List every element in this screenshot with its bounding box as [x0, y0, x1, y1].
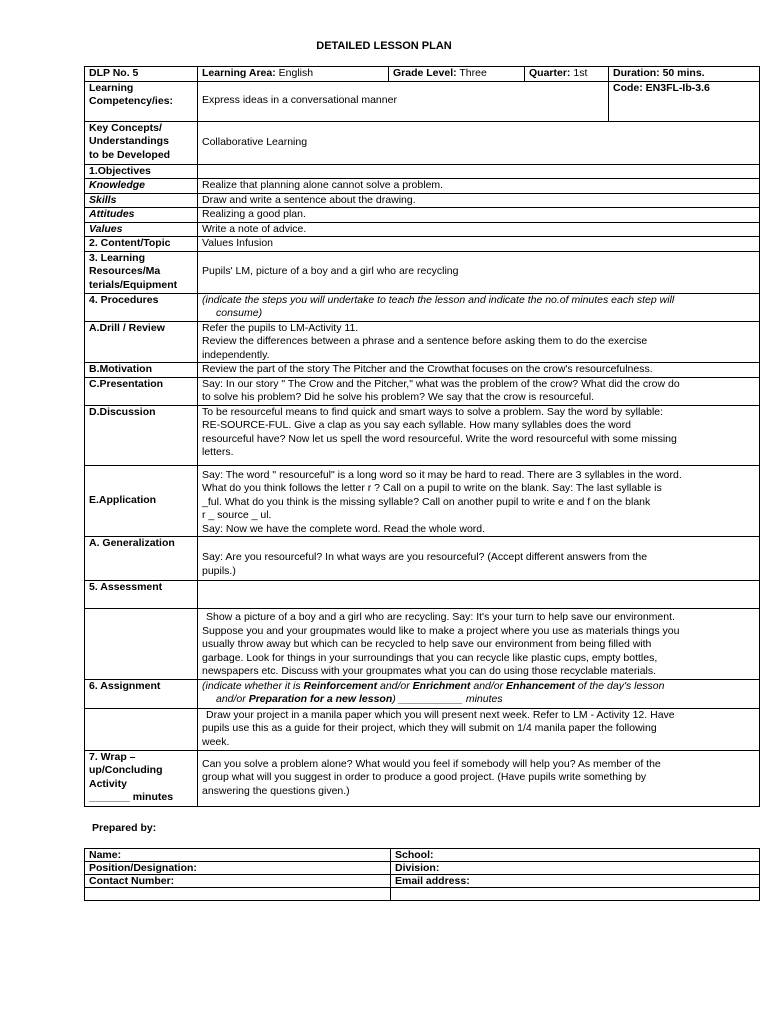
grade-level-label: Grade Level: [393, 67, 457, 79]
assignment-text: ) ___________ minutes [392, 693, 503, 705]
motivation-label: B.Motivation [85, 363, 198, 378]
presentation-line: to solve his problem? Did he solve his problem? We say that the crow is resourceful. [202, 391, 594, 403]
motivation-value: Review the part of the story The Pitcher and the Crowthat focuses on the crow's resourcefulness. [198, 363, 760, 378]
procedures-label: 4. Procedures [85, 293, 198, 321]
skills-row [85, 193, 760, 208]
competency-label-line: Competency/ies: [89, 95, 174, 107]
assessment-line: Show a picture of a boy and a girl who are recycling. Say: It's your turn to help save our environment. [206, 611, 675, 623]
resources-row [85, 251, 760, 293]
application-row [85, 465, 760, 537]
signature-row [85, 888, 760, 901]
assignment-line: Draw your project in a manila paper which you will present next week. Refer to LM - Activity 12. Have [206, 708, 675, 721]
assessment-spacer [198, 581, 760, 609]
assignment-enrichment: Enrichment [412, 679, 471, 692]
empty-field [391, 888, 760, 901]
competency-value: Express ideas in a conversational manner [198, 81, 609, 121]
signature-row [85, 862, 760, 875]
assignment-row [85, 679, 760, 708]
drill-line: Refer the pupils to LM-Activity 11. [202, 321, 359, 334]
discussion-line: resourceful have? Now let us spell the word resourceful. Write the word resourceful with some missing [202, 432, 677, 445]
discussion-line: RE-SOURCE-FUL. Give a clap as you say each syllable. How many syllables does the word [202, 419, 631, 431]
assessment-value [198, 609, 760, 680]
skills-value: Draw and write a sentence about the drawing. [198, 193, 760, 208]
generalization-line: pupils.) [202, 564, 236, 577]
discussion-row [85, 405, 760, 465]
signature-row [85, 875, 760, 888]
email-field: Email address: [391, 875, 760, 888]
procedures-row [85, 293, 760, 321]
learning-area-value: English [278, 67, 314, 79]
learning-area-cell [198, 67, 389, 82]
objectives-row [85, 164, 760, 179]
assignment-text: (indicate whether it is [202, 679, 304, 692]
competency-code: Code: EN3FL-Ib-3.6 [609, 81, 760, 121]
grade-level-cell [389, 67, 525, 82]
values-value: Write a note of advice. [198, 222, 760, 237]
resources-label-line: Resources/Ma [89, 265, 161, 277]
assignment-reinforcement: Reinforcement [303, 679, 378, 692]
assignment-value [198, 708, 760, 750]
knowledge-row [85, 179, 760, 194]
drill-label: A.Drill / Review [85, 321, 198, 363]
drill-row [85, 321, 760, 363]
wrap-up-row [85, 750, 760, 806]
division-field: Division: [391, 862, 760, 875]
content-row [85, 237, 760, 252]
assignment-text: of the day's lesson [574, 679, 665, 692]
application-line: What do you think follows the letter r ? Call on a pupil to write on the blank. Say: The last syllable is [202, 482, 662, 494]
skills-label: Skills [85, 193, 198, 208]
generalization-value [198, 537, 760, 581]
objectives-value [198, 164, 760, 179]
procedures-line: (indicate the steps you will undertake to teach the lesson and indicate the no.of minutes each step will [202, 293, 675, 306]
knowledge-value: Realize that planning alone cannot solve a problem. [198, 179, 760, 194]
assignment-instructions [198, 679, 760, 708]
resources-value: Pupils' LM, picture of a boy and a girl who are recycling [198, 251, 760, 293]
lesson-plan-table [84, 66, 760, 807]
procedures-line: consume) [216, 307, 263, 319]
attitudes-label: Attitudes [85, 208, 198, 223]
assessment-line: Suppose you and your groupmates would like to make a project where you use as materials things you [202, 624, 680, 637]
wrap-up-line: group what will you suggest in order to produce a good project. (Have pupils write something by [202, 771, 647, 784]
objectives-label: 1.Objectives [85, 164, 198, 179]
key-concepts-row [85, 121, 760, 164]
competency-label-line: Learning [89, 81, 134, 94]
values-label: Values [85, 222, 198, 237]
quarter-value: 1st [573, 67, 588, 79]
key-concepts-label-line: Understandings [89, 135, 169, 147]
presentation-line: Say: In our story " The Crow and the Pitcher," what was the problem of the crow? What did the crow do [202, 377, 680, 390]
document-title: DETAILED LESSON PLAN [316, 40, 452, 52]
assignment-line: week. [202, 735, 230, 748]
dlp-number: DLP No. 5 [85, 67, 198, 82]
assignment-text: and/or [216, 693, 249, 705]
assessment-row [85, 581, 760, 609]
presentation-label: C.Presentation [85, 377, 198, 405]
procedures-value [198, 293, 760, 321]
name-field: Name: [85, 849, 391, 862]
assessment-empty-cell [85, 609, 198, 680]
presentation-value [198, 377, 760, 405]
presentation-row [85, 377, 760, 405]
competency-label [85, 81, 198, 121]
assessment-label: 5. Assessment [85, 581, 198, 609]
discussion-line: letters. [202, 446, 234, 458]
generalization-label: A. Generalization [85, 537, 198, 581]
position-field: Position/Designation: [85, 862, 391, 875]
assignment-enhancement: Enhancement [506, 679, 575, 692]
discussion-label: D.Discussion [85, 405, 198, 465]
assignment-label: 6. Assignment [85, 679, 198, 708]
motivation-row [85, 363, 760, 378]
key-concepts-label-line: Key Concepts/ [89, 121, 162, 134]
empty-field [85, 888, 391, 901]
assessment-content-row [85, 609, 760, 680]
drill-line: Review the differences between a phrase and a sentence before asking them to do the exercise [202, 335, 648, 347]
header-row [85, 67, 760, 82]
key-concepts-label [85, 121, 198, 164]
resources-label [85, 251, 198, 293]
wrap-up-line: Can you solve a problem alone? What would you feel if somebody will help you? As member of the [202, 757, 661, 770]
key-concepts-value: Collaborative Learning [198, 121, 760, 164]
assignment-preparation: Preparation for a new lesson [248, 693, 393, 705]
assessment-line: garbage. Look for things in your surroundings that you can recycle like plastic cups, empty bottles, [202, 651, 658, 664]
wrap-up-label-line: 7. Wrap – [89, 750, 136, 763]
contact-field: Contact Number: [85, 875, 391, 888]
resources-label-line: terials/Equipment [89, 278, 178, 291]
discussion-line: To be resourceful means to find quick and smart ways to solve a problem. Say the word by syllable: [202, 405, 664, 418]
learning-area-label: Learning Area: [202, 67, 276, 79]
signature-row [85, 849, 760, 862]
content-label: 2. Content/Topic [85, 237, 198, 252]
application-value [198, 465, 760, 537]
knowledge-label: Knowledge [85, 179, 198, 194]
generalization-row [85, 537, 760, 581]
assessment-line: newspapers etc. Discuss with your groupmates what you can do using those recyclable materials. [202, 665, 657, 677]
wrap-up-label-line: Activity [89, 777, 127, 790]
wrap-up-label-line: up/Concluding [89, 764, 163, 776]
application-line: Say: The word " resourceful" is a long word so it may be hard to read. There are 3 syllables in the word. [202, 468, 682, 481]
application-line: r _ source _ ul. [202, 509, 272, 521]
resources-label-line: 3. Learning [89, 251, 146, 264]
content-value: Values Infusion [198, 237, 760, 252]
drill-line: independently. [202, 348, 270, 361]
grade-level-value: Three [459, 67, 487, 79]
assignment-line: pupils use this as a guide for their project, which they will submit on 1/4 manila paper the following [202, 722, 657, 734]
assignment-text: and/or [470, 679, 507, 692]
quarter-label: Quarter: [529, 67, 571, 79]
assignment-empty-cell [85, 708, 198, 750]
assignment-content-row [85, 708, 760, 750]
wrap-up-line: answering the questions given.) [202, 784, 350, 797]
values-row [85, 222, 760, 237]
application-label: E.Application [85, 465, 198, 537]
competency-row [85, 81, 760, 121]
drill-value [198, 321, 760, 363]
attitudes-value: Realizing a good plan. [198, 208, 760, 223]
assignment-text: and/or [377, 679, 413, 692]
attitudes-row [85, 208, 760, 223]
school-field: School: [391, 849, 760, 862]
wrap-up-label [85, 750, 198, 806]
signature-table [84, 848, 760, 901]
wrap-up-value [198, 750, 760, 806]
application-line: Say: Now we have the complete word. Read the whole word. [202, 522, 486, 535]
quarter-cell [525, 67, 609, 82]
wrap-up-label-line: _______ minutes [89, 791, 174, 803]
key-concepts-label-line: to be Developed [89, 148, 171, 161]
generalization-line: Say: Are you resourceful? In what ways are you resourceful? (Accept different answers from the [202, 551, 648, 563]
assessment-line: usually throw away but which can be recycled to help save our environment from being filled with [202, 638, 652, 650]
application-line: _ful. What do you think is the missing syllable? Call on another pupil to write e and f on the blank [202, 495, 651, 508]
prepared-by-label: Prepared by: [92, 822, 157, 834]
duration: Duration: 50 mins. [609, 67, 760, 82]
discussion-value [198, 405, 760, 465]
